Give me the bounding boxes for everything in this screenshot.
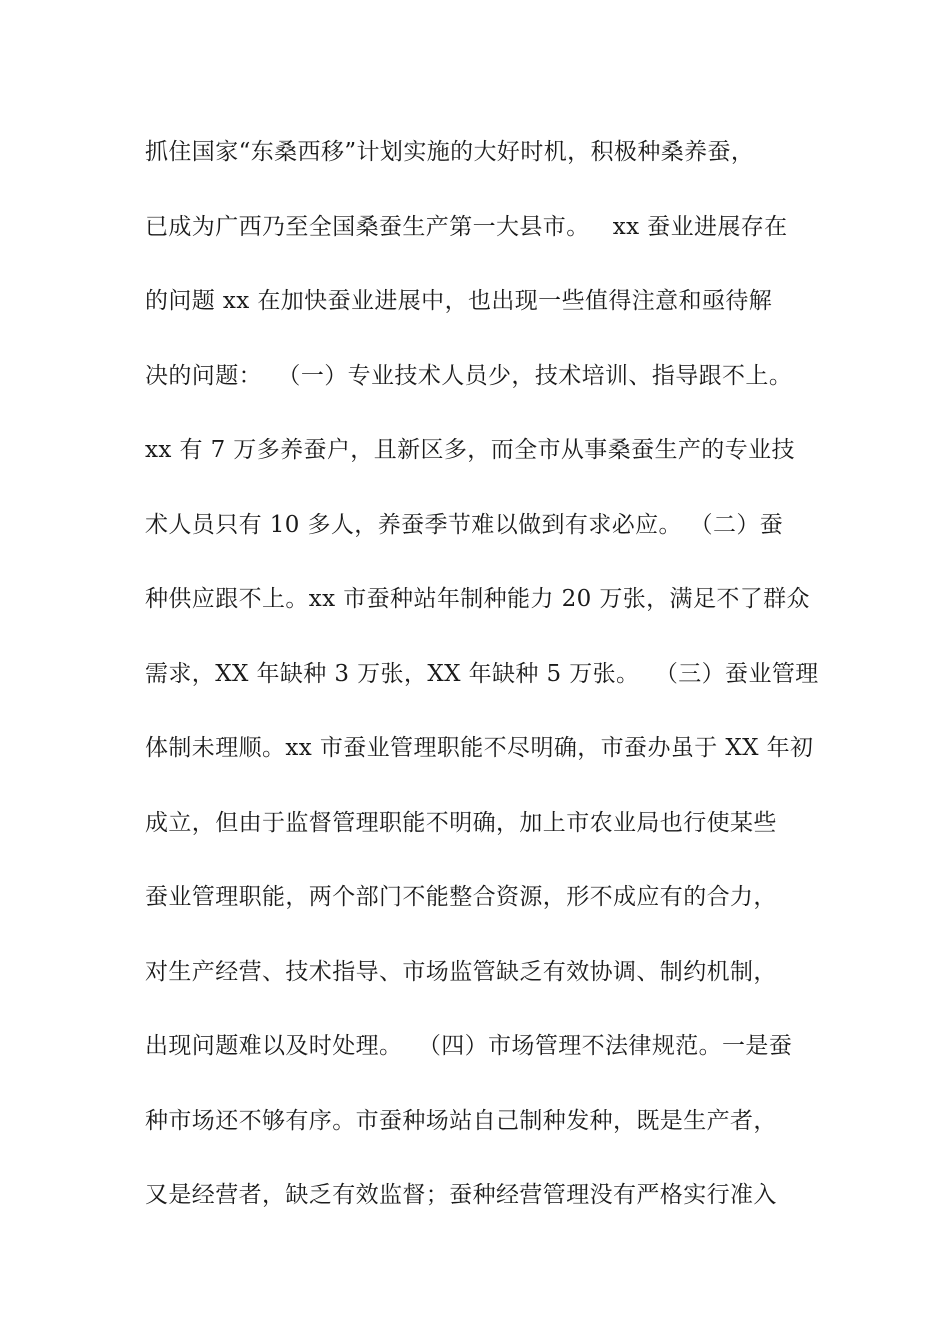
text-line-1: 抓住国家“东桑西移”计划实施的大好时机，积极种桑养蚕，	[145, 139, 755, 165]
text-line-10: 成立，但由于监督管理职能不明确，加上市农业局也行使某些	[145, 809, 777, 836]
text-line-13: 出现问题难以及时处理。 （四）市场管理不法律规范。一是蚕	[145, 1033, 793, 1059]
text-line-3: 的问题 xx 在加快蚕业进展中，也出现一些值得注意和亟待解	[145, 288, 773, 314]
text-line-6: 术人员只有 10 多人，养蚕季节难以做到有求必应。 （二）蚕	[145, 511, 784, 538]
text-line-15: 又是经营者，缺乏有效监督；蚕种经营管理没有严格实行准入	[145, 1182, 777, 1208]
text-line-9: 体制未理顺。xx 市蚕业管理职能不尽明确，市蚕办虽于 XX 年初	[145, 735, 814, 761]
text-line-4: 决的问题： （一）专业技术人员少，技术培训、指导跟不上。	[145, 362, 793, 389]
text-line-12: 对生产经营、技术指导、市场监管缺乏有效协调、制约机制，	[145, 958, 777, 985]
text-line-5: xx 有 7 万多养蚕户，且新区多，而全市从事桑蚕生产的专业技	[145, 437, 795, 463]
text-line-2: 已成为广西乃至全国桑蚕生产第一大县市。 xx 蚕业进展存在	[145, 213, 788, 240]
text-line-11: 蚕业管理职能，两个部门不能整合资源，形不成应有的合力，	[145, 884, 777, 910]
text-line-7: 种供应跟不上。xx 市蚕种站年制种能力 20 万张，满足不了群众	[145, 586, 810, 612]
text-line-8: 需求，XX 年缺种 3 万张，XX 年缺种 5 万张。 （三）蚕业管理	[145, 660, 819, 687]
text-line-14: 种市场还不够有序。市蚕种场站自己制种发种，既是生产者，	[145, 1107, 777, 1134]
body-text	[145, 122, 825, 1240]
